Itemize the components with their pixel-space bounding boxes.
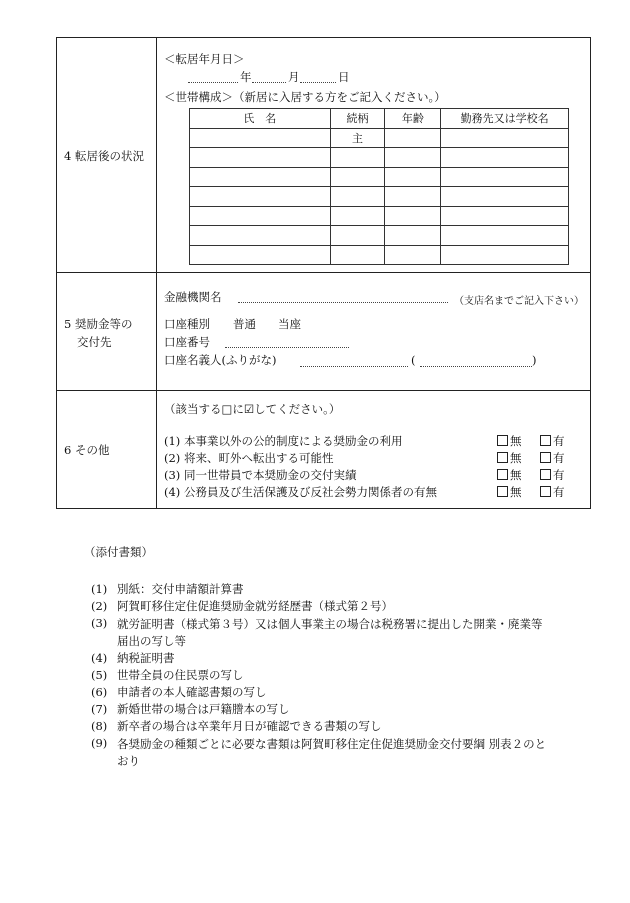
other-item-3: (3) 同一世帯員で本奨励金の交付実績 — [164, 468, 357, 482]
checkbox-icon — [497, 435, 508, 446]
checkbox-icon — [497, 469, 508, 480]
name-cell[interactable] — [190, 128, 331, 148]
name-cell[interactable] — [190, 245, 331, 265]
table-row — [190, 245, 569, 265]
attachment-item: (3) 就労証明書（様式第３号）又は個人事業主の場合は税務署に提出した開業・廃業等届出の写し等 — [91, 616, 543, 648]
name-cell[interactable] — [190, 226, 331, 246]
attachment-item: (8) 新卒者の場合は卒業年月日が確認できる書類の写し — [91, 719, 382, 733]
workplace-cell[interactable] — [441, 167, 569, 187]
checkbox-icon — [540, 452, 551, 463]
workplace-cell[interactable] — [441, 148, 569, 168]
item-4-no-checkbox[interactable]: 無 — [497, 485, 522, 499]
furigana-paren-open: ( — [411, 353, 416, 367]
account-number-field[interactable] — [225, 347, 349, 348]
day-label: 日 — [338, 70, 350, 84]
age-cell[interactable] — [385, 226, 441, 246]
relation-cell[interactable] — [330, 245, 385, 265]
item-4-yes-checkbox[interactable]: 有 — [540, 485, 565, 499]
account-type-option-ordinary[interactable]: 普通 — [233, 317, 256, 331]
month-label: 月 — [288, 70, 300, 84]
column-header-relation: 続柄 — [330, 109, 385, 129]
section-5-label-line1: 5 奨励金等の — [64, 317, 133, 331]
item-2-no-checkbox[interactable]: 無 — [497, 451, 522, 465]
age-cell[interactable] — [385, 167, 441, 187]
workplace-cell[interactable] — [441, 187, 569, 207]
item-3-yes-checkbox[interactable]: 有 — [540, 468, 565, 482]
table-header-row — [190, 109, 569, 129]
relation-cell[interactable] — [330, 206, 385, 226]
name-cell[interactable] — [190, 167, 331, 187]
attachment-item: (5) 世帯全員の住民票の写し — [91, 668, 244, 682]
workplace-cell[interactable] — [441, 245, 569, 265]
age-cell[interactable] — [385, 245, 441, 265]
account-type-label: 口座種別 — [164, 317, 210, 331]
year-label: 年 — [240, 70, 252, 84]
checkbox-icon — [540, 435, 551, 446]
column-header-age: 年齢 — [385, 109, 441, 129]
name-cell[interactable] — [190, 206, 331, 226]
account-holder-furigana-field[interactable] — [420, 366, 532, 367]
workplace-cell[interactable] — [441, 226, 569, 246]
table-row — [190, 167, 569, 187]
month-field[interactable] — [252, 82, 286, 83]
attachment-item: (4) 納税証明書 — [91, 651, 175, 665]
attachment-item: (2) 阿賀町移住定住促進奨励金就労経歴書（様式第２号） — [91, 599, 393, 613]
section-4-label: 4 転居後の状況 — [64, 149, 144, 163]
column-header-workplace: 勤務先又は学校名 — [441, 109, 569, 129]
name-cell[interactable] — [190, 148, 331, 168]
attachment-item: (9) 各奨励金の種類ごとに必要な書類は阿賀町移住定住促進奨励金交付要綱 別表２のとおり — [91, 736, 547, 768]
attachment-item: (6) 申請者の本人確認書類の写し — [91, 685, 267, 699]
age-cell[interactable] — [385, 206, 441, 226]
checkbox-icon — [540, 469, 551, 480]
section-5-label-line2: 交付先 — [77, 335, 112, 349]
relation-cell[interactable] — [330, 167, 385, 187]
bank-name-label: 金融機関名 — [164, 290, 222, 304]
household-table — [189, 108, 569, 265]
other-item-4: (4) 公務員及び生活保護及び反社会勢力関係者の有無 — [164, 485, 437, 499]
household-header: ＜世帯構成＞（新居に入居する方をご記入ください。） — [164, 90, 446, 104]
age-cell[interactable] — [385, 128, 441, 148]
item-2-yes-checkbox[interactable]: 有 — [540, 451, 565, 465]
column-header-name: 氏 名 — [190, 109, 331, 129]
column-divider — [156, 37, 157, 509]
workplace-cell[interactable] — [441, 206, 569, 226]
account-number-label: 口座番号 — [164, 335, 210, 349]
account-type-option-current[interactable]: 当座 — [278, 317, 301, 331]
other-item-2: (2) 将来、町外へ転出する可能性 — [164, 451, 334, 465]
relation-cell[interactable]: 主 — [330, 128, 385, 148]
day-field[interactable] — [300, 82, 336, 83]
bank-name-note: （支店名までご記入下さい） — [454, 296, 584, 307]
checkbox-instruction: （該当する□に☑してください。） — [164, 402, 341, 416]
item-1-yes-checkbox[interactable]: 有 — [540, 434, 565, 448]
attachment-item: (7) 新婚世帯の場合は戸籍謄本の写し — [91, 702, 290, 716]
move-date-header: ＜転居年月日＞ — [164, 52, 245, 66]
item-3-no-checkbox[interactable]: 無 — [497, 468, 522, 482]
attachments-heading: （添付書類） — [84, 545, 153, 559]
section-6-label: 6 その他 — [64, 443, 110, 457]
table-row — [190, 226, 569, 246]
age-cell[interactable] — [385, 148, 441, 168]
checkbox-icon — [497, 452, 508, 463]
relation-cell[interactable] — [330, 148, 385, 168]
furigana-paren-close: ) — [532, 353, 537, 367]
table-row — [190, 148, 569, 168]
table-row — [190, 128, 569, 148]
workplace-cell[interactable] — [441, 128, 569, 148]
attachment-item: (1) 別紙：交付申請額計算書 — [91, 582, 244, 596]
name-cell[interactable] — [190, 187, 331, 207]
table-row — [190, 206, 569, 226]
year-field[interactable] — [188, 82, 238, 83]
account-holder-label: 口座名義人(ふりがな) — [164, 353, 277, 367]
relation-cell[interactable] — [330, 226, 385, 246]
row-divider — [56, 272, 591, 273]
row-divider — [56, 390, 591, 391]
bank-name-field[interactable] — [238, 302, 448, 303]
account-holder-name-field[interactable] — [300, 366, 408, 367]
age-cell[interactable] — [385, 187, 441, 207]
other-item-1: (1) 本事業以外の公的制度による奨励金の利用 — [164, 434, 403, 448]
table-row — [190, 187, 569, 207]
checkbox-icon — [497, 486, 508, 497]
item-1-no-checkbox[interactable]: 無 — [497, 434, 522, 448]
checkbox-icon — [540, 486, 551, 497]
relation-cell[interactable] — [330, 187, 385, 207]
